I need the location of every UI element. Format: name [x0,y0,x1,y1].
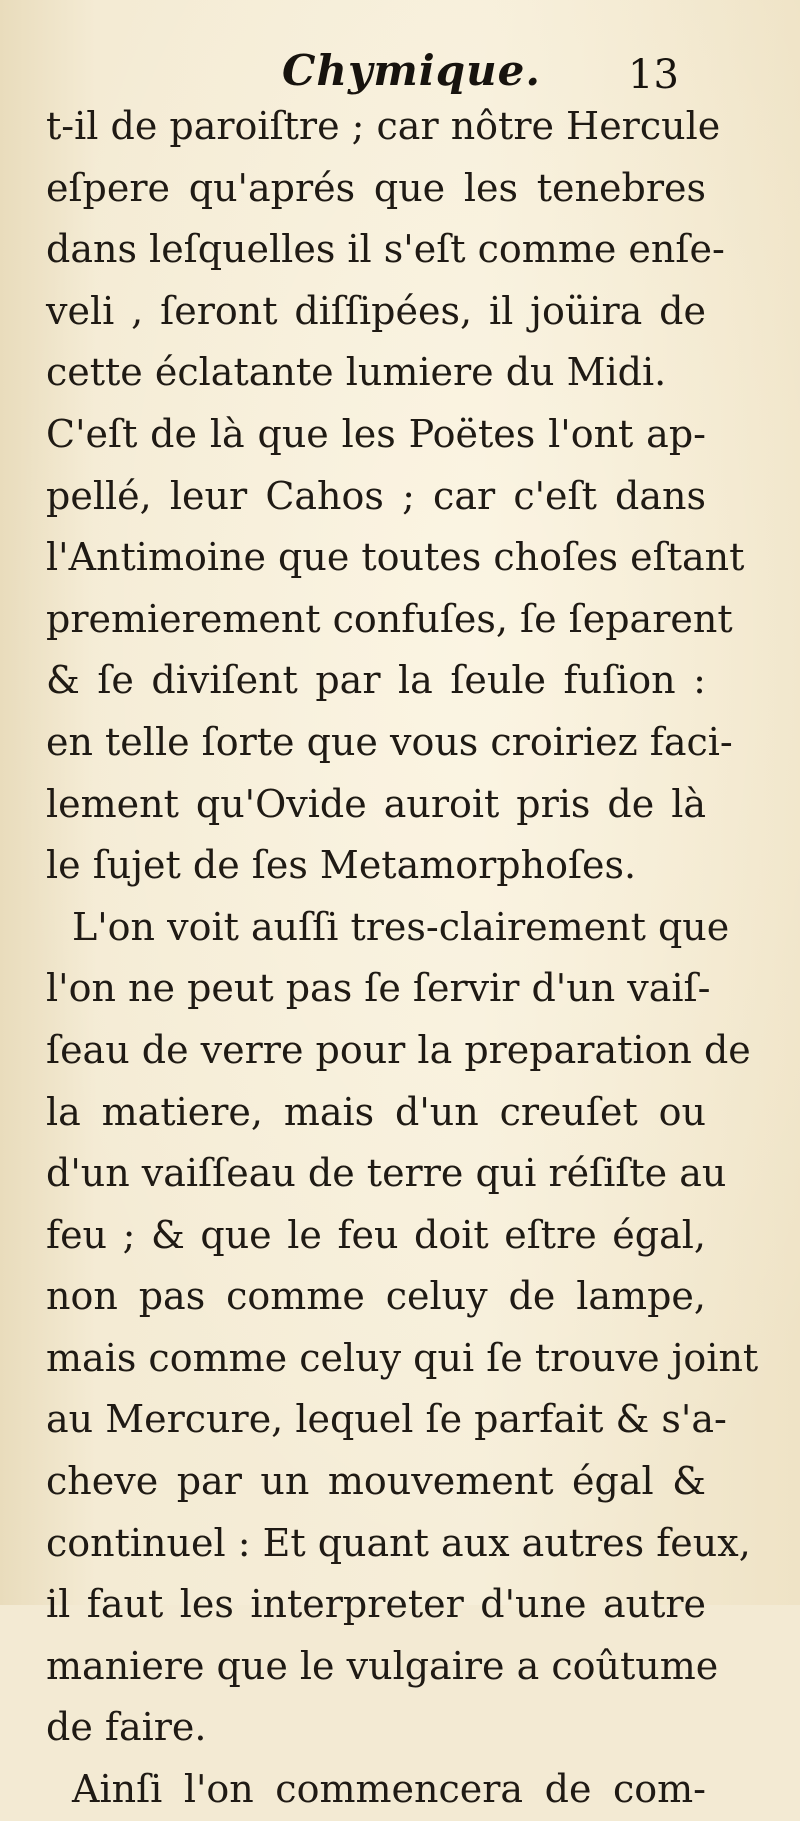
text-line: mais comme celuy qui ſe trouve joint [46,1335,759,1380]
running-head: Chymique. [282,46,542,95]
text-line: premierement confuſes, ſe ſeparent [46,596,733,641]
text-line: L'on voit auſſi tres-clairement que [72,904,730,949]
text-line: dans leſquelles il s'eſt comme enſe- [46,227,725,272]
text-line: la matiere, mais d'un creuſet ou [46,1089,706,1134]
text-line: cheve par un mouvement égal & [46,1459,706,1504]
text-line: d'un vaiſſeau de terre qui réſiſte au [46,1151,727,1196]
text-line: eſpere qu'aprés que les tenebres [46,165,706,210]
text-line: de faire. [46,1705,207,1750]
text-line: cette éclatante lumiere du Midi. [46,350,667,395]
text-line: en telle ſorte que vous croiriez faci- [46,719,733,764]
text-line: au Mercure, lequel ſe parfait & s'a- [46,1397,727,1442]
text-line: continuel : Et quant aux autres feux, [46,1520,751,1565]
text-line: C'eſt de là que les Poëtes l'ont ap- [46,411,706,456]
body-text [46,96,759,1821]
text-line: & ſe diviſent par la ſeule fuſion : [46,658,706,703]
text-line: t-il de paroiſtre ; car nôtre Hercule [46,104,721,148]
text-line: l'Antimoine que toutes choſes eſtant [46,535,745,580]
text-line: le ſujet de ſes Metamorphoſes. [46,843,637,888]
page-number: 13 [628,52,679,98]
text-line: il faut les interpreter d'une autre [46,1582,706,1627]
text-line: veli , ſeront diſſipées, il joüira de [46,288,706,333]
text-line: maniere que le vulgaire a coûtume [46,1643,719,1688]
text-line: pellé, leur Cahos ; car c'eſt dans [46,473,706,518]
text-line: non pas comme celuy de lampe, [46,1274,706,1319]
text-line: l'on ne peut pas ſe ſervir d'un vaiſ- [46,966,711,1011]
text-line: lement qu'Ovide auroit pris de là [46,781,706,826]
page-header [0,42,800,102]
text-line: Ainſi l'on commencera de com- [72,1767,706,1812]
text-line: ſeau de verre pour la preparation de [46,1027,751,1072]
text-line: feu ; & que le feu doit eſtre égal, [46,1212,706,1257]
